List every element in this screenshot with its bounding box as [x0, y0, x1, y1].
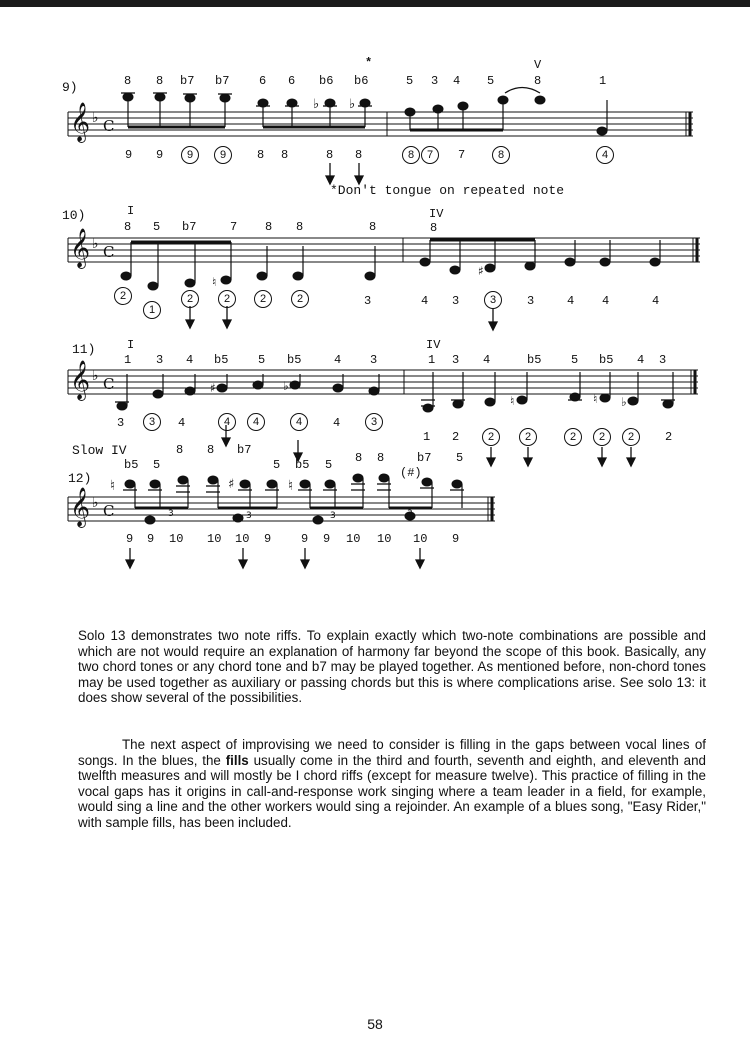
circled-hole-number: 1	[143, 301, 161, 319]
circled-hole-number: 2	[254, 290, 272, 308]
notes-9	[121, 88, 607, 136]
hole-number: 10	[413, 532, 428, 546]
svg-text:3: 3	[246, 511, 252, 521]
svg-text:♭: ♭	[92, 368, 99, 384]
degree-label: 8	[156, 74, 164, 88]
degree-label: b7	[237, 443, 252, 457]
svg-text:3: 3	[330, 511, 336, 521]
circled-hole-number: 8	[492, 146, 510, 164]
circled-hole-number: 2	[564, 428, 582, 446]
hole-number: 10	[346, 532, 361, 546]
degree-label: 5	[153, 220, 161, 234]
fills-bold-term: fills	[225, 752, 249, 768]
hole-number: 4	[421, 294, 429, 308]
circled-hole-number: 7	[421, 146, 439, 164]
svg-text:♭: ♭	[92, 110, 99, 126]
hole-number: 1	[423, 430, 431, 444]
degree-label: 3	[431, 74, 439, 88]
degree-label: 4	[637, 353, 645, 367]
svg-text:♮: ♮	[110, 478, 116, 494]
circled-hole-number: 2	[519, 428, 537, 446]
arrows	[126, 163, 635, 568]
svg-text:C: C	[103, 117, 115, 135]
line-10-number: 10)	[62, 208, 86, 223]
svg-text:♮: ♮	[288, 478, 294, 494]
degree-label: 3	[452, 353, 460, 367]
hole-number: 4	[652, 294, 660, 308]
circled-hole-number: 4	[218, 413, 236, 431]
hole-number: 9	[156, 148, 164, 162]
hole-number: 9	[264, 532, 272, 546]
degree-label: 5	[258, 353, 266, 367]
svg-text:♮: ♮	[212, 275, 217, 289]
svg-text:♭: ♭	[621, 395, 627, 409]
hole-number: 4	[333, 416, 341, 430]
notes-10	[121, 240, 660, 290]
circled-hole-number: 8	[402, 146, 420, 164]
sharp-mark: (#)	[400, 466, 422, 480]
chord-symbol: I	[127, 338, 135, 352]
degree-label: b7	[180, 74, 195, 88]
hole-number: 9	[147, 532, 155, 546]
hole-number: 2	[665, 430, 673, 444]
degree-label: b5	[214, 353, 229, 367]
degree-label: b7	[215, 74, 230, 88]
svg-text:C: C	[103, 375, 115, 393]
degree-label: b5	[287, 353, 302, 367]
hole-number: 9	[126, 532, 134, 546]
hole-number: 8	[281, 148, 289, 162]
notes-12	[110, 474, 464, 524]
paragraph-fills-part1: The next aspect of improvising we need to consider is filling in the gaps between vocal lines of songs. In the blues, the	[78, 737, 706, 768]
paragraph-fills	[78, 737, 706, 831]
degree-label: 8	[176, 443, 184, 457]
degree-label: 4	[453, 74, 461, 88]
degree-label: 8	[124, 220, 132, 234]
hole-number: 8	[326, 148, 334, 162]
degree-label: 5	[456, 451, 464, 465]
hole-number: 4	[602, 294, 610, 308]
svg-text:♭: ♭	[283, 379, 289, 393]
degree-label: 5	[571, 353, 579, 367]
degree-label: 3	[659, 353, 667, 367]
treble-clef-12: 𝄞	[70, 487, 91, 527]
line-12-number: 12)	[68, 471, 92, 486]
hole-number: 9	[125, 148, 133, 162]
circled-hole-number: 3	[484, 291, 502, 309]
circled-hole-number: 2	[593, 428, 611, 446]
hole-number: 4	[567, 294, 575, 308]
circled-hole-number: 9	[214, 146, 232, 164]
circled-hole-number: 4	[596, 146, 614, 164]
circled-hole-number: 9	[181, 146, 199, 164]
svg-text:♯: ♯	[228, 477, 235, 492]
page-number: 58	[367, 1016, 383, 1032]
degree-label: b5	[527, 353, 542, 367]
chord-symbol: IV	[426, 338, 441, 352]
v-mark: V	[534, 58, 542, 72]
treble-clef-11: 𝄞	[70, 360, 91, 400]
line-11-number: 11)	[72, 342, 96, 357]
paragraph-fills-part2: usually come in the third and fourth, seventh and eighth, and eleventh and twelfth measures and will mostly be I chord riffs (except for measure twelve). This practice of filling in the vocal gaps has it origins in call-and-response work singing where a team leader in a field, for example, would sing a line and the other workers would sing a rejoinder. An example of a blues song, "Easy Rider," with sample fills, has been included.	[78, 752, 707, 830]
svg-text:♭: ♭	[313, 97, 320, 112]
hole-number: 8	[257, 148, 265, 162]
svg-text:♯: ♯	[478, 264, 484, 278]
svg-text:3: 3	[407, 509, 413, 519]
degree-label: 1	[428, 353, 436, 367]
circled-hole-number: 2	[482, 428, 500, 446]
paragraph-solo-13: Solo 13 demonstrates two note riffs. To explain exactly which two-note combinations are possible and which are not would require an explanation of harmony far beyond the scope of this book. Basically, any two chord tones or any chord tone and b7 may be played together. As mentioned before, non-chord tones may be used together as auxiliary or passing chords but this is where complications arise. See solo 13: it does show several of the possibilities.	[78, 628, 706, 706]
degree-label: 5	[406, 74, 414, 88]
notes-11	[115, 372, 675, 412]
hole-number: 3	[452, 294, 460, 308]
degree-label: 5	[487, 74, 495, 88]
line-9-number: 9)	[62, 80, 78, 95]
degree-label: b5	[295, 458, 310, 472]
degree-label: 3	[370, 353, 378, 367]
hole-number: 9	[452, 532, 460, 546]
circled-hole-number: 3	[365, 413, 383, 431]
degree-label: 4	[186, 353, 194, 367]
degree-label: 8	[265, 220, 273, 234]
hole-number: 10	[207, 532, 222, 546]
degree-label: 8	[534, 74, 542, 88]
asterisk-mark: *	[365, 56, 373, 70]
hole-number: 3	[527, 294, 535, 308]
degree-label: 8	[296, 220, 304, 234]
treble-clef-9: 𝄞	[70, 102, 91, 142]
degree-label: 6	[288, 74, 296, 88]
degree-label: 1	[599, 74, 607, 88]
circled-hole-number: 2	[218, 290, 236, 308]
svg-text:C: C	[103, 243, 115, 261]
degree-label: b7	[417, 451, 432, 465]
degree-label: 3	[156, 353, 164, 367]
hole-number: 8	[355, 148, 363, 162]
degree-label: 8	[124, 74, 132, 88]
degree-label: 5	[153, 458, 161, 472]
hole-number: 9	[323, 532, 331, 546]
degree-label: 8	[207, 443, 215, 457]
chord-symbol: IV	[429, 207, 444, 221]
degree-label: 8	[355, 451, 363, 465]
degree-label: b5	[124, 458, 139, 472]
degree-label: b6	[354, 74, 369, 88]
hole-number: 4	[178, 416, 186, 430]
circled-hole-number: 4	[247, 413, 265, 431]
chord-symbol: I	[127, 204, 135, 218]
svg-text:♯: ♯	[210, 381, 216, 395]
footnote: *Don't tongue on repeated note	[330, 183, 565, 198]
hole-number: 2	[452, 430, 460, 444]
degree-label: 8	[377, 451, 385, 465]
circled-hole-number: 2	[114, 287, 132, 305]
svg-text:♭: ♭	[349, 97, 356, 112]
degree-label: 4	[483, 353, 491, 367]
hole-number: 7	[458, 148, 466, 162]
hole-number: 3	[117, 416, 125, 430]
svg-text:3: 3	[168, 509, 174, 519]
degree-label: 5	[273, 458, 281, 472]
tempo-marking: Slow IV	[72, 443, 127, 458]
hole-number: 10	[169, 532, 184, 546]
circled-hole-number: 4	[290, 413, 308, 431]
degree-label: b6	[319, 74, 334, 88]
svg-text:♮: ♮	[593, 392, 598, 406]
svg-text:♭: ♭	[92, 495, 99, 511]
degree-label: 5	[325, 458, 333, 472]
degree-label: 7	[230, 220, 238, 234]
degree-label: b7	[182, 220, 197, 234]
degree-label: 4	[334, 353, 342, 367]
degree-label: 1	[124, 353, 132, 367]
degree-label: 8	[430, 221, 438, 235]
svg-text:♭: ♭	[92, 236, 99, 252]
degree-label: 8	[369, 220, 377, 234]
circled-hole-number: 3	[143, 413, 161, 431]
hole-number: 10	[235, 532, 250, 546]
circled-hole-number: 2	[291, 290, 309, 308]
hole-number: 3	[364, 294, 372, 308]
circled-hole-number: 2	[181, 290, 199, 308]
hole-number: 9	[301, 532, 309, 546]
circled-hole-number: 2	[622, 428, 640, 446]
degree-label: 6	[259, 74, 267, 88]
svg-text:C: C	[103, 502, 115, 520]
degree-label: b5	[599, 353, 614, 367]
hole-number: 10	[377, 532, 392, 546]
svg-text:♮: ♮	[510, 394, 515, 408]
treble-clef-10: 𝄞	[70, 228, 91, 268]
